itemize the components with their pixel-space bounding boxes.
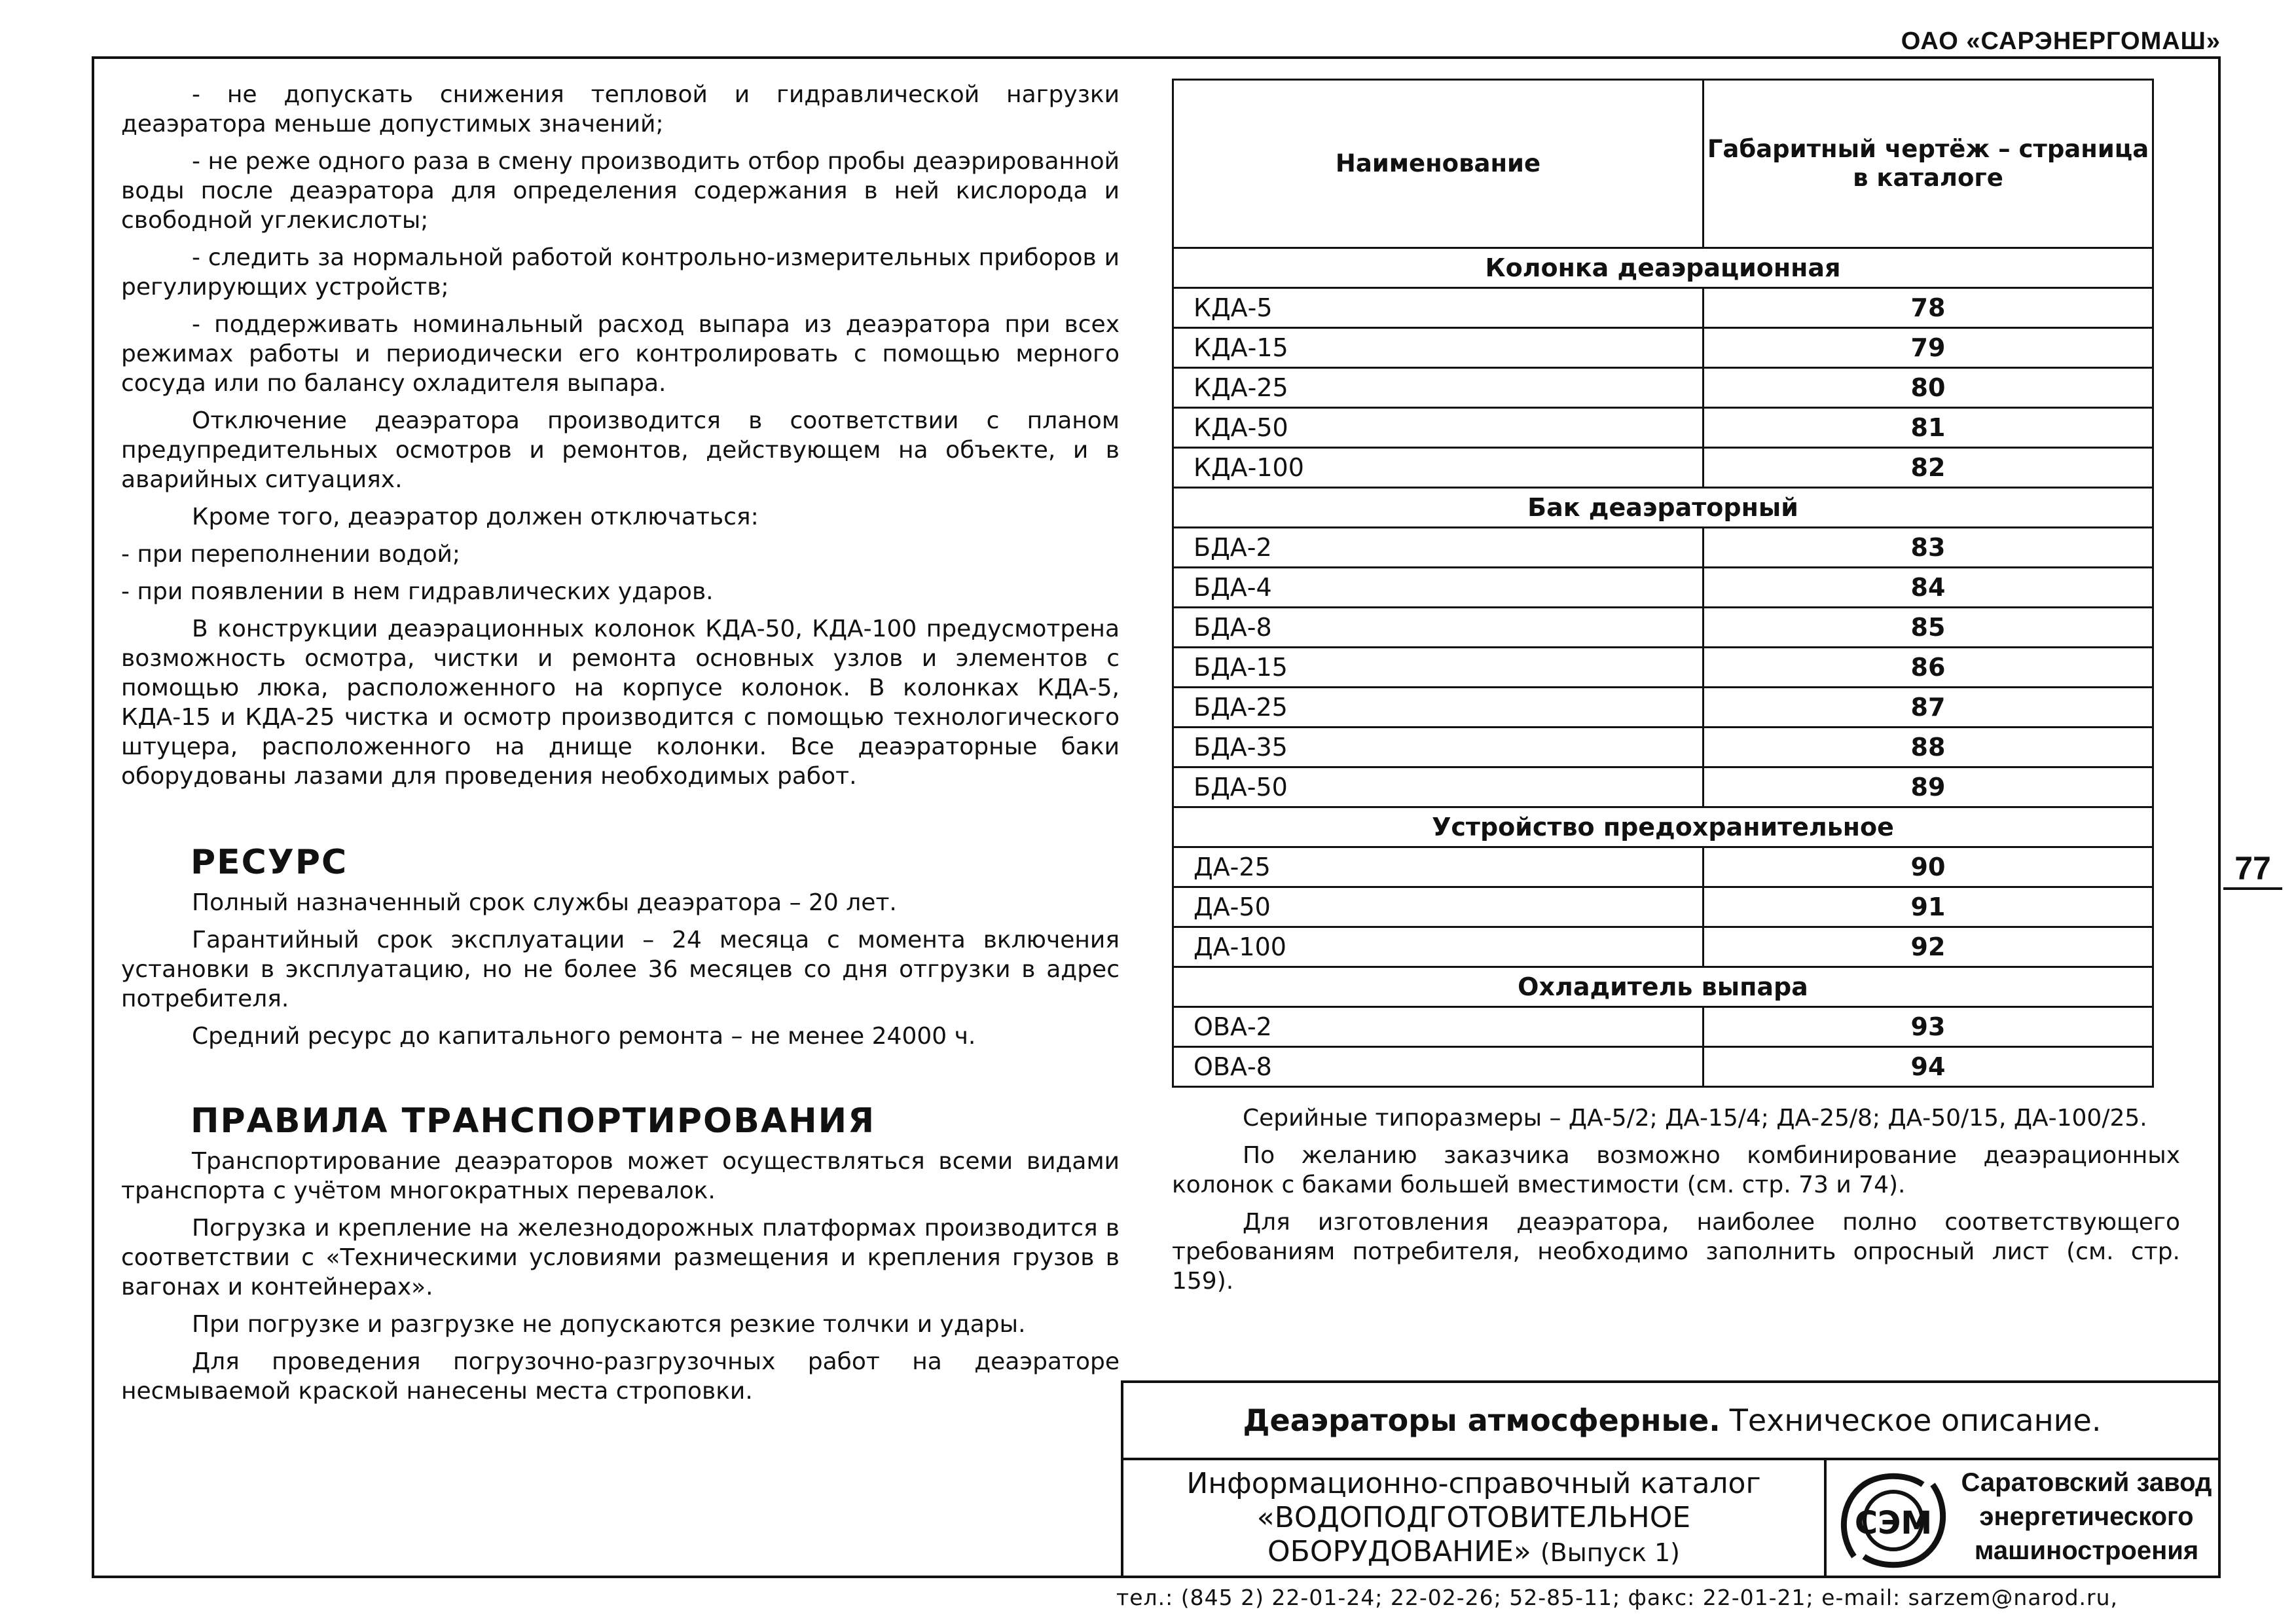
paragraph: Полный назначенный срок службы деаэратора – 20 лет. — [192, 889, 897, 916]
table-header-row — [1173, 80, 2153, 248]
catalog-line: «ВОДОПОДГОТОВИТЕЛЬНОЕ — [1256, 1501, 1691, 1534]
catalog-issue: (Выпуск 1) — [1540, 1538, 1680, 1567]
item-name: БДА-15 — [1173, 648, 1704, 688]
item-name: БДА-50 — [1173, 767, 1704, 807]
left-column — [121, 80, 1120, 1414]
item-page: 81 — [1704, 408, 2153, 448]
paragraph: В конструкции деаэрационных колонок КДА-50, КДА-100 предусмотрена возможность осмотра, чистки и ремонта основных узлов и элементов с помощью люка, расположенного на корпусе колонок. В колонках КДА-5, КДА-15 и КДА-25 чистка и осмотр производится с помощью технологического штуцера, расположенного на днище колонки. Все деаэраторные баки оборудованы лазами для проведения необходимых работ. — [121, 616, 1120, 790]
catalog-table — [1172, 79, 2154, 1088]
svg-text:СЭМ: СЭМ — [1854, 1505, 1933, 1541]
table-row — [1173, 528, 2153, 568]
table-row — [1173, 288, 2153, 328]
section-heading-resource: РЕСУРС — [191, 843, 348, 882]
item-page: 87 — [1704, 688, 2153, 728]
paragraph: Отключение деаэратора производится в соответствии с планом предупредительных осмотров и ремонтов, действующем на объекте, и в аварийных ситуациях. — [121, 407, 1120, 493]
section-title: Устройство предохранительное — [1173, 807, 2153, 847]
table-section-row — [1173, 248, 2153, 288]
catalog-name — [1123, 1460, 1827, 1578]
item-name: БДА-2 — [1173, 528, 1704, 568]
footer-doc-title — [1123, 1383, 2221, 1460]
paragraph: При погрузке и разгрузке не допускаются резкие толчки и удары. — [192, 1311, 1026, 1338]
plant-line: машиностроения — [1974, 1536, 2199, 1565]
item-name: ДА-100 — [1173, 927, 1704, 967]
catalog-line: Информационно-справочный каталог — [1186, 1467, 1761, 1500]
item-name: ДА-25 — [1173, 847, 1704, 887]
section-heading-transport: ПРАВИЛА ТРАНСПОРТИРОВАНИЯ — [191, 1101, 876, 1141]
table-row — [1173, 568, 2153, 608]
table-row — [1173, 368, 2153, 408]
plant-logo-icon — [1834, 1468, 1952, 1573]
paragraph: Для изготовления деаэратора, наиболее полно соответствующего требованиям потребителя, необходимо заполнить опросный лист (см. стр. 159). — [1172, 1209, 2180, 1295]
item-name: ОВА-8 — [1173, 1047, 1704, 1087]
item-name: БДА-4 — [1173, 568, 1704, 608]
plant-line: Саратовский завод — [1961, 1468, 2212, 1497]
table-row — [1173, 648, 2153, 688]
item-page: 79 — [1704, 328, 2153, 368]
item-page: 86 — [1704, 648, 2153, 688]
table-row — [1173, 688, 2153, 728]
paragraph: Серийные типоразмеры – ДА-5/2; ДА-15/4; ДА-25/8; ДА-50/15, ДА-100/25. — [1243, 1105, 2147, 1132]
paragraph: Транспортирование деаэраторов может осуществляться всеми видами транспорта с учётом многократных перевалок. — [121, 1148, 1120, 1204]
table-row — [1173, 767, 2153, 807]
item-page: 78 — [1704, 288, 2153, 328]
item-page: 88 — [1704, 728, 2153, 767]
doc-title-bold: Деаэраторы атмосферные. — [1243, 1403, 1721, 1438]
page-number: 77 — [2223, 849, 2282, 890]
item-name: ДА-50 — [1173, 887, 1704, 927]
table-row — [1173, 448, 2153, 488]
paragraph: Для проведения погрузочно-разгрузочных работ на деаэраторе несмываемой краской нанесены места строповки. — [121, 1348, 1120, 1405]
table-row — [1173, 1007, 2153, 1047]
item-page: 85 — [1704, 608, 2153, 648]
item-page: 94 — [1704, 1047, 2153, 1087]
paragraph: - при переполнении водой; — [121, 541, 461, 568]
paragraph: Средний ресурс до капитального ремонта – не менее 24000 ч. — [192, 1023, 976, 1050]
paragraph: - не реже одного раза в смену производить отбор пробы деаэрированной воды после деаэратора для определения содержания в ней кислорода и свободной углекислоты; — [121, 148, 1120, 234]
table-section-row — [1173, 488, 2153, 528]
section-title: Колонка деаэрационная — [1173, 248, 2153, 288]
section-title: Охладитель выпара — [1173, 967, 2153, 1007]
table-row — [1173, 887, 2153, 927]
item-page: 82 — [1704, 448, 2153, 488]
column-header-page: Габаритный чертёж – страница в каталоге — [1704, 80, 2153, 248]
item-page: 80 — [1704, 368, 2153, 408]
plant-name — [1950, 1466, 2223, 1568]
doc-title-rest: Техническое описание. — [1729, 1403, 2102, 1438]
item-page: 91 — [1704, 887, 2153, 927]
item-page: 92 — [1704, 927, 2153, 967]
item-page: 93 — [1704, 1007, 2153, 1047]
paragraph: - следить за нормальной работой контрольно-измерительных приборов и регулирующих устройств; — [121, 244, 1120, 301]
column-header-name: Наименование — [1173, 80, 1704, 248]
item-name: БДА-35 — [1173, 728, 1704, 767]
company-name: ОАО «САРЭНЕРГОМАШ» — [1901, 28, 2221, 55]
table-section-row — [1173, 807, 2153, 847]
item-name: КДА-100 — [1173, 448, 1704, 488]
table-row — [1173, 847, 2153, 887]
paragraph: Гарантийный срок эксплуатации – 24 месяца с момента включения установки в эксплуатацию, но не более 36 месяцев со дня отгрузки в адрес потребителя. — [121, 927, 1120, 1012]
paragraph: - при появлении в нем гидравлических ударов. — [121, 578, 714, 605]
item-name: БДА-8 — [1173, 608, 1704, 648]
contact-line: тел.: (845 2) 22-01-24; 22-02-26; 52-85-11; факс: 22-01-21; e-mail: sarzem@narod.ru, — [1116, 1585, 2118, 1610]
item-name: КДА-15 — [1173, 328, 1704, 368]
table-row — [1173, 728, 2153, 767]
item-name: ОВА-2 — [1173, 1007, 1704, 1047]
item-page: 84 — [1704, 568, 2153, 608]
paragraph: По желанию заказчика возможно комбинирование деаэрационных колонок с баками большей вместимости (см. стр. 73 и 74). — [1172, 1142, 2180, 1198]
table-section-row — [1173, 967, 2153, 1007]
catalog-line: ОБОРУДОВАНИЕ» (Выпуск 1) — [1267, 1535, 1680, 1568]
table-row — [1173, 408, 2153, 448]
right-notes — [1172, 1103, 2180, 1304]
table-row — [1173, 608, 2153, 648]
item-page: 89 — [1704, 767, 2153, 807]
paragraph: Кроме того, деаэратор должен отключаться: — [192, 504, 759, 530]
item-page: 90 — [1704, 847, 2153, 887]
item-name: КДА-50 — [1173, 408, 1704, 448]
footer-title-block — [1121, 1380, 2221, 1578]
item-page: 83 — [1704, 528, 2153, 568]
table-row — [1173, 328, 2153, 368]
paragraph: - не допускать снижения тепловой и гидравлической нагрузки деаэратора меньше допустимых значений; — [121, 81, 1120, 138]
table-row — [1173, 1047, 2153, 1087]
table-row — [1173, 927, 2153, 967]
section-title: Бак деаэраторный — [1173, 488, 2153, 528]
paragraph: - поддерживать номинальный расход выпара из деаэратора при всех режимах работы и периодически его контролировать с помощью мерного сосуда или по балансу охладителя выпара. — [121, 311, 1120, 397]
item-name: КДА-5 — [1173, 288, 1704, 328]
paragraph: Погрузка и крепление на железнодорожных платформах производится в соответствии с «Техническими условиями размещения и крепления грузов в вагонах и контейнерах». — [121, 1215, 1120, 1301]
item-name: БДА-25 — [1173, 688, 1704, 728]
plant-line: энергетического — [1979, 1502, 2194, 1531]
item-name: КДА-25 — [1173, 368, 1704, 408]
